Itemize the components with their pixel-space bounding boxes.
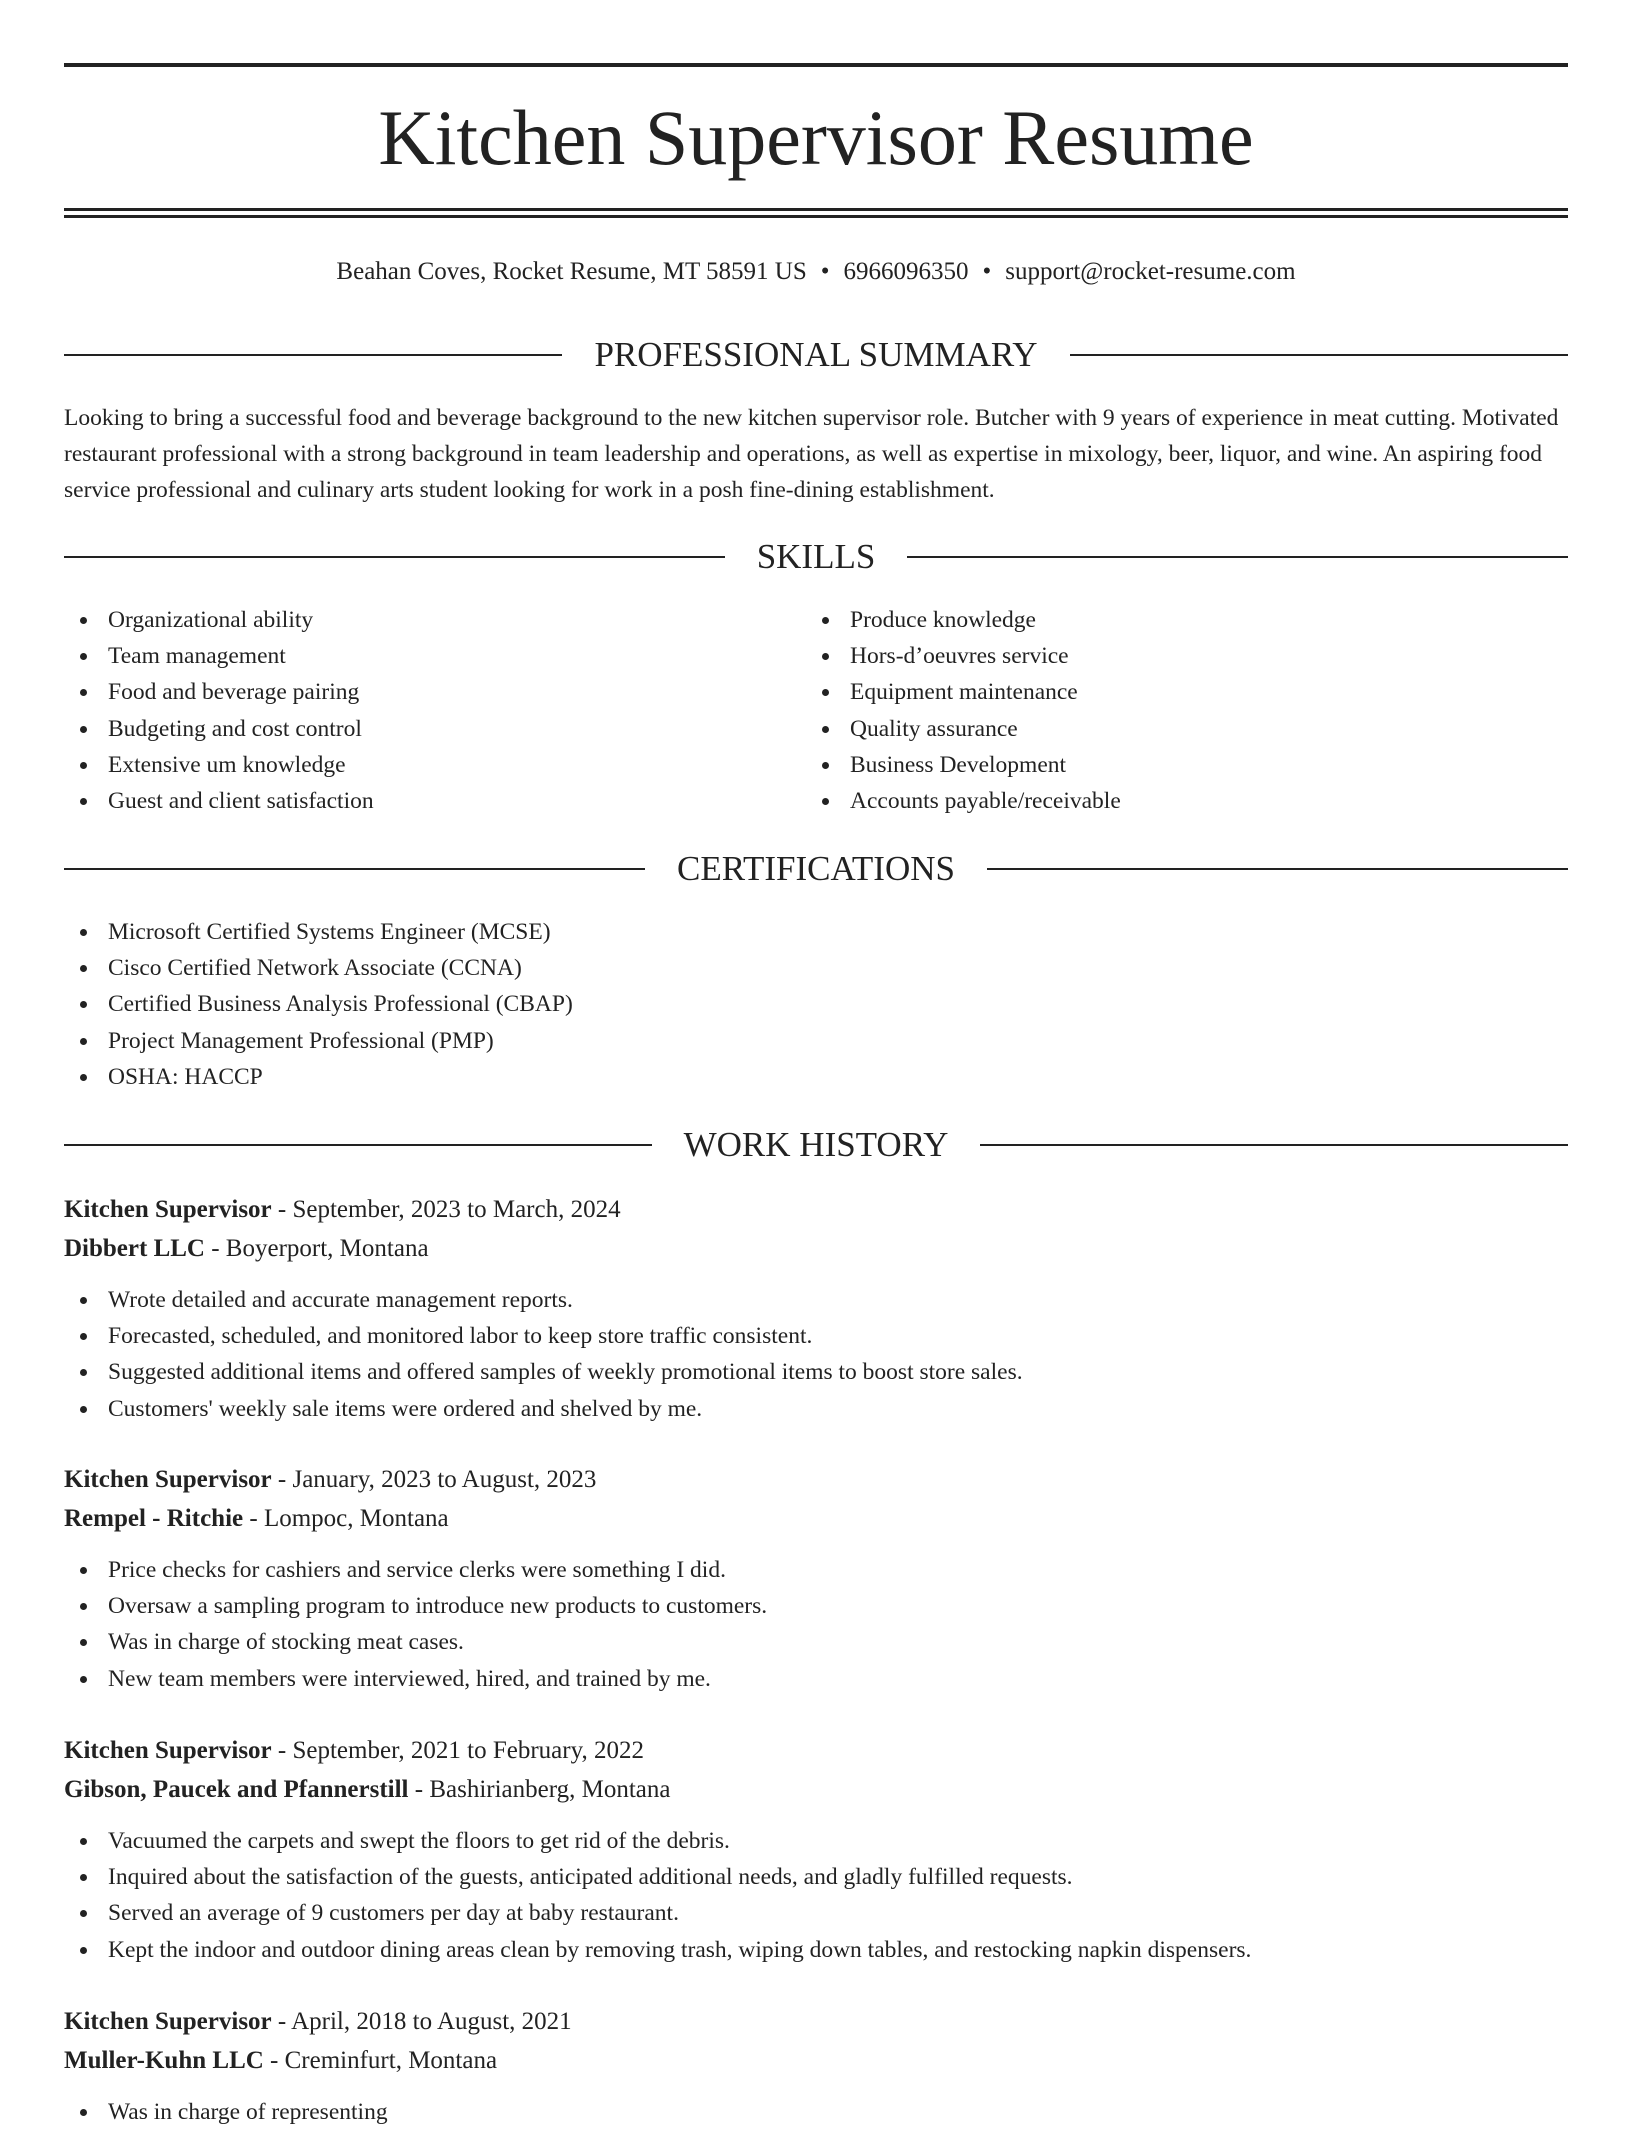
job-duty: Served an average of 9 customers per day at baby restaurant. <box>64 1895 1568 1931</box>
heading-rule-right <box>1070 354 1568 356</box>
job-title-line <box>64 1460 1568 1499</box>
summary-heading-label: PROFESSIONAL SUMMARY <box>594 335 1038 374</box>
job-duties-list <box>64 1552 1568 1697</box>
certifications-list <box>64 914 1568 1095</box>
certification-item: Project Management Professional (PMP) <box>64 1023 1568 1059</box>
job-company-line <box>64 2041 1568 2080</box>
job-location: - Bashirianberg, Montana <box>408 1776 671 1803</box>
job-title: Kitchen Supervisor <box>64 1196 272 1223</box>
resume-title: Kitchen Supervisor Resume <box>378 94 1254 181</box>
job-duty: Price checks for cashiers and service clerks were something I did. <box>64 1552 1568 1588</box>
job-dates: - April, 2018 to August, 2021 <box>271 2008 572 2035</box>
skills-heading-label: SKILLS <box>756 537 876 576</box>
job-company: Dibbert LLC <box>64 1235 205 1262</box>
heading-rule-left <box>64 1144 652 1146</box>
job-entry <box>64 1731 1568 1968</box>
title-double-rule <box>64 208 1568 218</box>
job-duties-list <box>64 1823 1568 1968</box>
heading-rule-left <box>64 556 725 558</box>
heading-rule-left <box>64 354 562 356</box>
contact-email: support@rocket-resume.com <box>1005 258 1296 285</box>
job-duty: Oversaw a sampling program to introduce new products to customers. <box>64 1588 1568 1624</box>
job-location: - Boyerport, Montana <box>204 1235 429 1262</box>
skill-item: Business Development <box>806 747 1506 783</box>
job-entry <box>64 2002 1568 2130</box>
contact-line <box>64 252 1568 292</box>
contact-separator: • <box>982 258 992 285</box>
skill-item: Accounts payable/receivable <box>806 783 1506 819</box>
skill-item: Equipment maintenance <box>806 674 1506 710</box>
certifications-block <box>64 914 1568 1095</box>
skill-item: Produce knowledge <box>806 602 1506 638</box>
job-company-line <box>64 1770 1568 1809</box>
skill-item: Budgeting and cost control <box>64 711 764 747</box>
skills-column-left <box>64 602 764 819</box>
job-duty: Forecasted, scheduled, and monitored labor to keep store traffic consistent. <box>64 1318 1568 1354</box>
job-duty: New team members were interviewed, hired, and trained by me. <box>64 1661 1568 1697</box>
job-title: Kitchen Supervisor <box>64 2008 272 2035</box>
contact-phone: 6966096350 <box>843 258 969 285</box>
summary-heading <box>64 333 1568 377</box>
job-title: Kitchen Supervisor <box>64 1466 272 1493</box>
job-dates: - January, 2023 to August, 2023 <box>271 1466 597 1493</box>
skill-item: Extensive um knowledge <box>64 747 764 783</box>
work-history-heading <box>64 1123 1568 1167</box>
job-duty: Kept the indoor and outdoor dining areas clean by removing trash, wiping down tables, and restocking napkin dispensers. <box>64 1932 1568 1968</box>
skill-item: Hors-d’oeuvres service <box>806 638 1506 674</box>
job-duty: Suggested additional items and offered samples of weekly promotional items to boost store sales. <box>64 1354 1568 1390</box>
skill-item: Team management <box>64 638 764 674</box>
heading-rule-right <box>987 868 1568 870</box>
contact-separator: • <box>820 258 830 285</box>
skill-item: Organizational ability <box>64 602 764 638</box>
job-company-line <box>64 1229 1568 1268</box>
job-duty: Customers' weekly sale items were ordered and shelved by me. <box>64 1391 1568 1427</box>
certification-item: Certified Business Analysis Professional (CBAP) <box>64 986 1568 1022</box>
skill-item: Guest and client satisfaction <box>64 783 764 819</box>
job-company-line <box>64 1499 1568 1538</box>
job-company: Muller-Kuhn LLC <box>64 2047 264 2074</box>
work-history-heading-label: WORK HISTORY <box>683 1125 949 1164</box>
job-duty: Was in charge of representing <box>64 2094 1568 2130</box>
certification-item: Microsoft Certified Systems Engineer (MCSE) <box>64 914 1568 950</box>
job-duties-list <box>64 2094 1568 2130</box>
job-duty: Vacuumed the carpets and swept the floors to get rid of the debris. <box>64 1823 1568 1859</box>
certifications-heading <box>64 847 1568 891</box>
job-dates: - September, 2023 to March, 2024 <box>271 1196 621 1223</box>
heading-rule-right <box>907 556 1568 558</box>
job-entry <box>64 1460 1568 1697</box>
job-duty: Inquired about the satisfaction of the guests, anticipated additional needs, and gladly fulfilled requests. <box>64 1859 1568 1895</box>
skills-list-left <box>64 602 764 819</box>
certifications-heading-label: CERTIFICATIONS <box>677 849 955 888</box>
top-rule <box>64 63 1568 67</box>
skills-list-right <box>806 602 1506 819</box>
job-title: Kitchen Supervisor <box>64 1737 272 1764</box>
skill-item: Quality assurance <box>806 711 1506 747</box>
job-dates: - September, 2021 to February, 2022 <box>271 1737 644 1764</box>
contact-address: Beahan Coves, Rocket Resume, MT 58591 US <box>336 258 807 285</box>
job-duty: Was in charge of stocking meat cases. <box>64 1624 1568 1660</box>
job-company: Gibson, Paucek and Pfannerstill <box>64 1776 409 1803</box>
job-location: - Creminfurt, Montana <box>263 2047 498 2074</box>
certification-item: OSHA: HACCP <box>64 1059 1568 1095</box>
job-title-line <box>64 1190 1568 1229</box>
skill-item: Food and beverage pairing <box>64 674 764 710</box>
heading-rule-right <box>980 1144 1568 1146</box>
job-company: Rempel - Ritchie <box>64 1505 244 1532</box>
job-location: - Lompoc, Montana <box>243 1505 449 1532</box>
certification-item: Cisco Certified Network Associate (CCNA) <box>64 950 1568 986</box>
skills-column-right <box>806 602 1506 819</box>
heading-rule-left <box>64 868 645 870</box>
skills-heading <box>64 535 1568 579</box>
job-title-line <box>64 1731 1568 1770</box>
job-title-line <box>64 2002 1568 2041</box>
job-entry <box>64 1190 1568 1427</box>
job-duties-list <box>64 1282 1568 1427</box>
job-duty: Wrote detailed and accurate management reports. <box>64 1282 1568 1318</box>
professional-summary-text: Looking to bring a successful food and beverage background to the new kitchen supervisor role. Butcher with 9 years of experience in meat cutting. Motivated restaurant professional with a strong background in team leadership and operations, as well as expertise in mixology, beer, liquor, and wine. An aspiring food service professional and culinary arts student looking for work in a posh fine-dining establishment. <box>64 405 1559 503</box>
